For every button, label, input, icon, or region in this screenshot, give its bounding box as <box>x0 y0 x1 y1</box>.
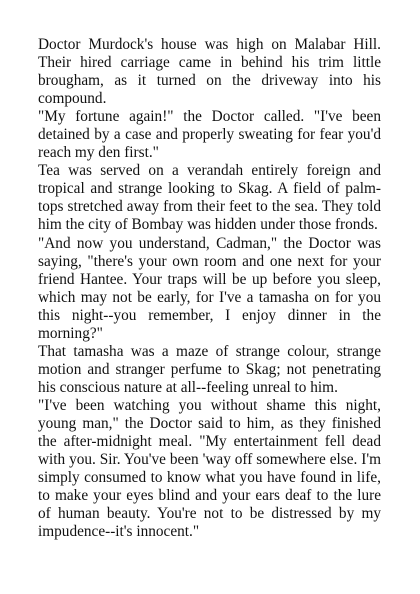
paragraph-4: "And now you understand, Cadman," the Doctor was saying, "there's your own room and one next for your friend Hantee. Your traps will be up before you sleep, which may not be early, for I've a tamasha on for you this night--you remember, I enjoy dinner in the morning?" <box>38 234 381 342</box>
paragraph-3: Tea was served on a verandah entirely foreign and tropical and strange looking to Skag. A field of palm-tops stretched away from their feet to the sea. They told him the city of Bombay was hidden under those fronds. <box>38 162 381 234</box>
document-page <box>38 36 381 541</box>
paragraph-5: That tamasha was a maze of strange colour, strange motion and stranger perfume to Skag; not penetrating his conscious nature at all--feeling unreal to him. <box>38 342 381 396</box>
paragraph-6: "I've been watching you without shame this night, young man," the Doctor said to him, as they finished the after-midnight meal. "My entertainment fell dead with you. Sir. You've been 'way off somewhere else. I'm simply consumed to know what you have found in life, to make your eyes blind and your ears deaf to the lure of human beauty. You're not to be distressed by my impudence--it's innocent." <box>38 396 381 541</box>
paragraph-1: Doctor Murdock's house was high on Malabar Hill. Their hired carriage came in behind his trim little brougham, as it turned on the driveway into his compound. <box>38 36 381 108</box>
paragraph-2: "My fortune again!" the Doctor called. "I've been detained by a case and properly sweating for fear you'd reach my den first." <box>38 108 381 162</box>
